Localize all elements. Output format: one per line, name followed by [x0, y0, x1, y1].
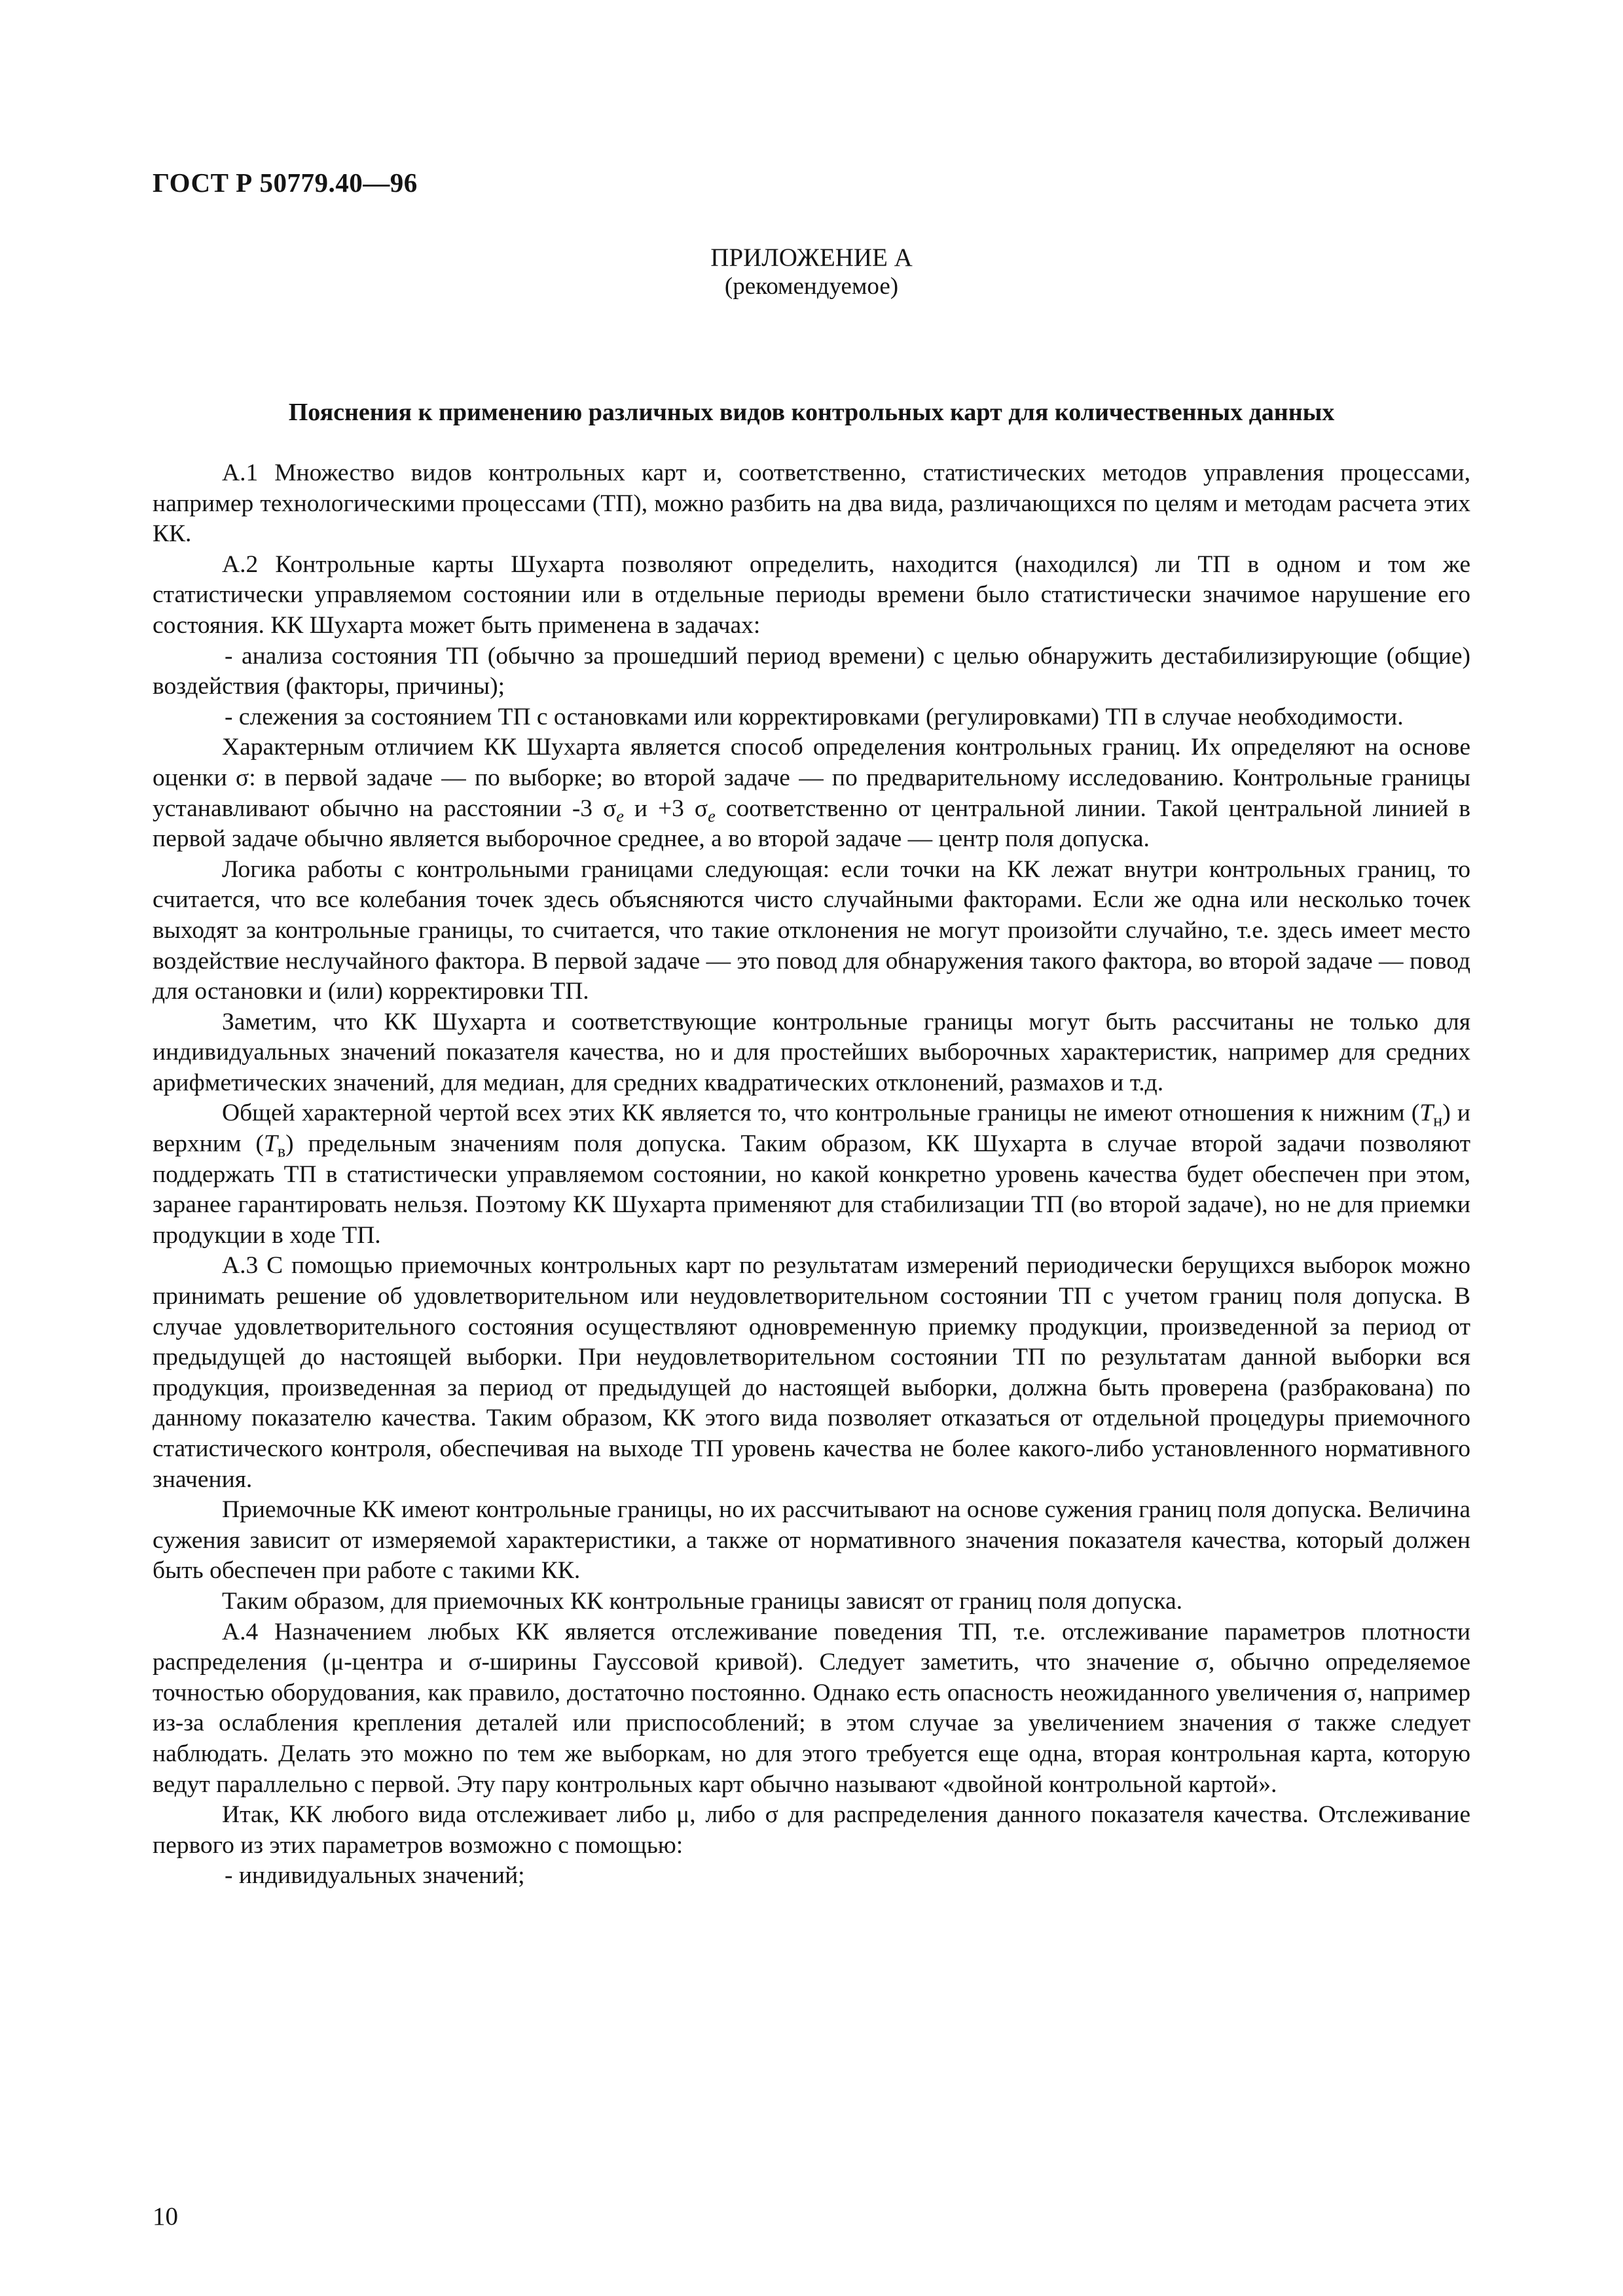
- subscript: н: [1433, 1111, 1443, 1130]
- paragraph-a3: А.3 С помощью приемочных контрольных карт по результатам измерений периодически берущихся выборок можно принимать решение об удовлетворительном или неудовлетворительном состоянии ТП с учетом границ поля допуска. В случае удовлетворительного состояния осуществляют одновременную приемку продукции, произведенной за период от предыдущей до настоящей выборки. При неудовлетворительном состоянии ТП по результатам данной выборки вся продукция, произведенная за период от предыдущей до настоящей выборки, должна быть проверена (разбракована) по данному показателю качества. Таким образом, КК этого вида позволяет отказаться от отдельной процедуры приемочного статистического контроля, обеспечивая на выходе ТП уровень качества не более какого-либо установленного нормативного значения.: [153, 1252, 1470, 1493]
- body-text: [153, 458, 1470, 1892]
- appendix-status: (рекомендуемое): [724, 273, 899, 300]
- list-item-analysis: - анализа состояния ТП (обычно за прошедший период времени) с целью обнаружить дестабилизирующие (общие) воздействия (факторы, причины);: [153, 642, 1470, 700]
- text-segment: Общей характерной чертой всех этих КК является то, что контрольные границы не имеют отношения к нижним (: [222, 1100, 1420, 1127]
- paragraph-acceptance: Приемочные КК имеют контрольные границы, но их рассчитывают на основе сужения границ поля допуска. Величина сужения зависит от измеряемой характеристики, а также от нормативного значения показателя качества, который должен быть обеспечен при работе с такими КК.: [153, 1496, 1470, 1585]
- subscript: e: [616, 806, 624, 826]
- page-number: 10: [153, 2202, 178, 2231]
- text-segment: ) и верхним (: [153, 1100, 1470, 1158]
- paragraph-control-limits: [153, 732, 1470, 854]
- paragraph-logic: Логика работы с контрольными границами следующая: если точки на КК лежат внутри контрольных границ, то считается, что все колебания точек здесь объясняются чисто случайными факторами. Если же одна или несколько точек выходят за контрольные границы, то считается, что такие отклонения не могут произойти случайно, т.е. здесь имеет место воздействие неслучайного фактора. В первой задаче — это повод для обнаружения такого фактора, во второй задаче — повод для остановки и (или) корректировки ТП.: [153, 855, 1470, 1005]
- paragraph-conclusion: Таким образом, для приемочных КК контрольные границы зависят от границ поля допуска.: [222, 1587, 1182, 1615]
- paragraph-a1: А.1 Множество видов контрольных карт и, соответственно, статистических методов управления процессами, например технологическими процессами (ТП), можно разбить на два вида, различающихся по целям и методам расчета этих КК.: [153, 459, 1470, 548]
- paragraph-a4: А.4 Назначением любых КК является отслеживание поведения ТП, т.е. отслеживание параметров плотности распределения (μ-центра и σ-ширины Гауссовой кривой). Следует заметить, что значение σ, обычно определяемое точностью оборудования, как правило, достаточно постоянно. Однако есть опасность неожиданного увеличения σ, например из-за ослабления крепления деталей или приспособлений; в этом случае за увеличением значения σ также следует наблюдать. Делать это можно по тем же выборкам, но для этого требуется еще одна, вторая контрольная карта, которую ведут параллельно с первой. Эту пару контрольных карт обычно называют «двойной контрольной картой».: [153, 1618, 1470, 1798]
- text-segment: Характерным отличием КК Шухарта является способ определения контрольных границ. Их определяют на основе оценки σ: в первой задаче — по выборке; во второй задаче — по предварительному исследованию. Контрольные границы устанавливают обычно на расстоянии -3 σ: [153, 734, 1470, 822]
- section-title: Пояснения к применению различных видов контрольных карт для количественных данных: [288, 399, 1335, 426]
- subscript: в: [277, 1141, 286, 1161]
- symbol-t: T: [1419, 1100, 1434, 1127]
- list-item-tracking: - слежения за состоянием ТП с остановками или корректировками (регулировками) ТП в случае необходимости.: [225, 703, 1404, 730]
- subscript: e: [708, 806, 716, 826]
- text-segment: ) предельным значениям поля допуска. Таким образом, КК Шухарта в случае второй задачи позволяют поддержать ТП в статистически управляемом состоянии, но какой конкретно уровень качества будет обеспечен при этом, заранее гарантировать нельзя. Поэтому КК Шухарта применяют для стабилизации ТП (во второй задаче), но не для приемки продукции в ходе ТП.: [153, 1130, 1470, 1249]
- paragraph-a2: А.2 Контрольные карты Шухарта позволяют определить, находится (находился) ли ТП в одном и том же статистически управляемом состоянии или в отдельные периоды времени было статистически значимое нарушение его состояния. КК Шухарта может быть применена в задачах:: [153, 550, 1470, 639]
- text-segment: и +3 σ: [623, 795, 708, 822]
- document-code: ГОСТ Р 50779.40—96: [153, 168, 418, 198]
- list-item-individual-values: - индивидуальных значений;: [225, 1862, 525, 1890]
- paragraph-note: Заметим, что КК Шухарта и соответствующие контрольные границы могут быть рассчитаны не только для индивидуальных значений показателя качества, но и для простейших выборочных характеристик, например для средних арифметических значений, для медиан, для средних квадратических отклонений, размахов и т.д.: [153, 1008, 1470, 1096]
- appendix-heading: [0, 243, 1623, 301]
- paragraph-summary: Итак, КК любого вида отслеживает либо μ, либо σ для распределения данного показателя качества. Отслеживание первого из этих параметров возможно с помощью:: [153, 1801, 1470, 1859]
- text-segment: соответственно от центральной линии. Такой центральной линией в первой задаче обычно является выборочное среднее, а во второй задаче — центр поля допуска.: [153, 795, 1470, 853]
- paragraph-common-feature: [153, 1098, 1470, 1251]
- appendix-label: ПРИЛОЖЕНИЕ А: [710, 243, 913, 272]
- symbol-t: T: [263, 1130, 278, 1158]
